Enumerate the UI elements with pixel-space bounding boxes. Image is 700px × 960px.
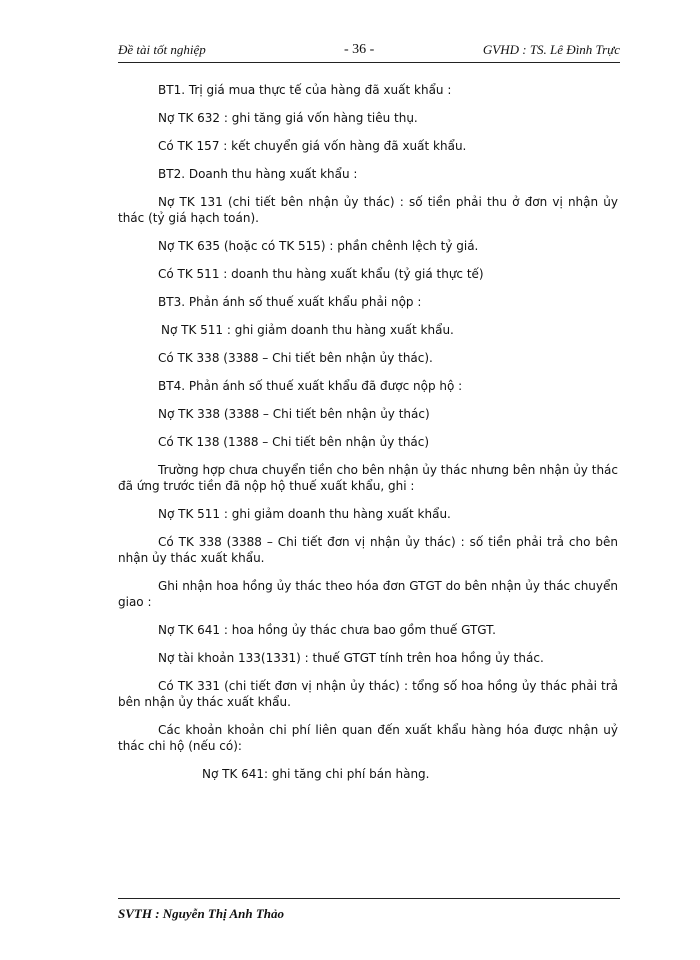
document-body [118, 82, 618, 794]
page-header [118, 42, 620, 63]
paragraph-bt1-heading: BT1. Trị giá mua thực tế của hàng đã xuất khẩu : [158, 83, 452, 97]
paragraph-credit-338-payable: Có TK 338 (3388 – Chi tiết đơn vị nhận ủy thác) : số tiền phải trả cho bên nhận ủy thác xuất khẩu. [118, 535, 618, 565]
paragraph-debit-635: Nợ TK 635 (hoặc có TK 515) : phần chênh lệch tỷ giá. [158, 239, 479, 253]
paragraph-bt3-heading: BT3. Phản ánh số thuế xuất khẩu phải nộp : [158, 295, 422, 309]
page-number: - 36 - [344, 42, 375, 57]
paragraph-credit-157: Có TK 157 : kết chuyển giá vốn hàng đã xuất khẩu. [158, 139, 467, 153]
paragraph-related-expenses: Các khoản khoản chi phí liên quan đến xuất khẩu hàng hóa được nhận uỷ thác chi hộ (nếu có): [118, 723, 618, 753]
paragraph-credit-338: Có TK 338 (3388 – Chi tiết bên nhận ủy thác). [158, 351, 433, 365]
paragraph-debit-632: Nợ TK 632 : ghi tăng giá vốn hàng tiêu thụ. [158, 111, 418, 125]
paragraph-commission-record: Ghi nhận hoa hồng ủy thác theo hóa đơn GTGT do bên nhận ủy thác chuyển giao : [118, 579, 618, 609]
paragraph-credit-511: Có TK 511 : doanh thu hàng xuất khẩu (tỷ giá thực tế) [158, 267, 484, 281]
paragraph-debit-641-selling: Nợ TK 641: ghi tăng chi phí bán hàng. [202, 767, 430, 781]
paragraph-advance-case: Trường hợp chưa chuyển tiền cho bên nhận ủy thác nhưng bên nhận ủy thác đã ứng trước tiền đã nộp hộ thuế xuất khẩu, ghi : [118, 463, 618, 493]
paragraph-credit-138: Có TK 138 (1388 – Chi tiết bên nhận ủy thác) [158, 435, 430, 449]
paragraph-debit-338: Nợ TK 338 (3388 – Chi tiết bên nhận ủy thác) [158, 407, 430, 421]
header-supervisor: GVHD : TS. Lê Đình Trực [482, 42, 620, 57]
paragraph-debit-511-reduce: Nợ TK 511 : ghi giảm doanh thu hàng xuất khẩu. [158, 507, 451, 521]
page-footer [118, 898, 620, 922]
paragraph-debit-641-commission: Nợ TK 641 : hoa hồng ủy thác chưa bao gồm thuế GTGT. [158, 623, 496, 637]
paragraph-debit-1331: Nợ tài khoản 133(1331) : thuế GTGT tính trên hoa hồng ủy thác. [158, 651, 544, 665]
paragraph-bt2-heading: BT2. Doanh thu hàng xuất khẩu : [158, 167, 358, 181]
paragraph-debit-131: Nợ TK 131 (chi tiết bên nhận ủy thác) : số tiền phải thu ở đơn vị nhận ủy thác (tỷ giá hạch toán). [118, 195, 618, 225]
footer-author: SVTH : Nguyễn Thị Anh Thảo [118, 906, 285, 921]
paragraph-bt4-heading: BT4. Phản ánh số thuế xuất khẩu đã được nộp hộ : [158, 379, 463, 393]
paragraph-debit-511: Nợ TK 511 : ghi giảm doanh thu hàng xuất khẩu. [161, 323, 454, 337]
header-thesis-title: Đề tài tốt nghiệp [118, 42, 206, 57]
paragraph-credit-331: Có TK 331 (chi tiết đơn vị nhận ủy thác) : tổng số hoa hồng ủy thác phải trả bên nhận ủy thác xuất khẩu. [118, 679, 618, 709]
